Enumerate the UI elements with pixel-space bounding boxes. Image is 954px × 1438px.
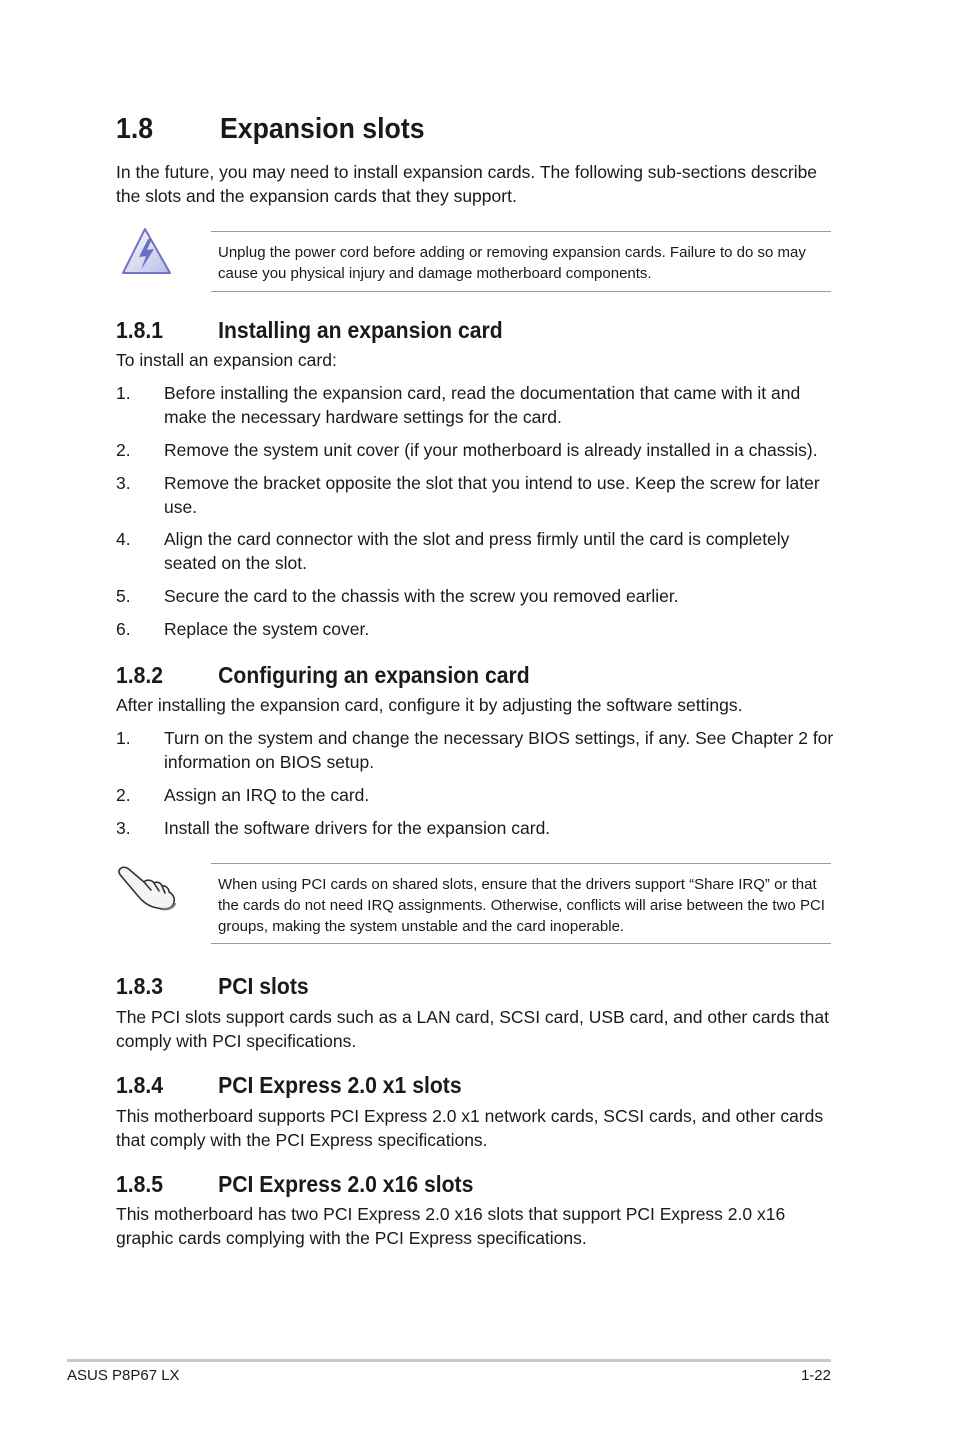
info-note-text: When using PCI cards on shared slots, ensure that the drivers support “Share IRQ” or that the cards do not need IRQ assignments. Otherwise, conflicts will arise between the two PCI groups, making the system unstable and the card inoperable. (218, 876, 825, 935)
footer-page-number: 1-22 (800, 1367, 831, 1384)
subsection-heading-1-8-5: 1.8.5 PCI Express 2.0 x16 slots (116, 1171, 474, 1197)
list-item: 6. Replace the system cover. (116, 619, 370, 639)
pcie-x16-paragraph: This motherboard has two PCI Express 2.0 x16 slots that support PCI Express 2.0 x16 graphic cards complying with the PCI Express specifications. (116, 1204, 786, 1248)
warning-icon (121, 226, 173, 276)
list-item: 2. Remove the system unit cover (if your motherboard is already installed in a chassis). (116, 440, 818, 460)
list-item: 1. Turn on the system and change the necessary BIOS settings, if any. See Chapter 2 for information on BIOS setup. (116, 728, 834, 772)
section-title: Expansion slots (219, 113, 425, 145)
pcie-x1-paragraph: This motherboard supports PCI Express 2.0 x1 network cards, SCSI cards, and other cards that comply with the PCI Express specifications. (116, 1106, 824, 1150)
list-item: 4. Align the card connector with the slot and press firmly until the card is completely seated on the slot. (116, 529, 790, 573)
configure-lead: After installing the expansion card, configure it by adjusting the software settings. (116, 695, 743, 715)
pointing-hand-icon (117, 863, 179, 913)
list-item: 5. Secure the card to the chassis with the screw you removed earlier. (116, 586, 679, 606)
pci-slots-paragraph: The PCI slots support cards such as a LAN card, SCSI card, USB card, and other cards that comply with PCI specifications. (116, 1007, 829, 1051)
subsection-heading-1-8-2: 1.8.2 Configuring an expansion card (116, 662, 530, 688)
subsection-heading-1-8-3: 1.8.3 PCI slots (116, 973, 309, 999)
intro-paragraph: In the future, you may need to install expansion cards. The following sub-sections describe the slots and the expansion cards that they support. (116, 162, 818, 206)
warning-note (211, 231, 831, 292)
list-item: 2. Assign an IRQ to the card. (116, 785, 370, 805)
list-item: 1. Before installing the expansion card, read the documentation that came with it and make the necessary hardware settings for the card. (116, 383, 801, 427)
list-item: 3. Install the software drivers for the expansion card. (116, 818, 551, 838)
footer-product-name: ASUS P8P67 LX (67, 1367, 180, 1384)
info-note (211, 863, 831, 944)
section-heading (116, 113, 425, 146)
list-item: 3. Remove the bracket opposite the slot that you intend to use. Keep the screw for later use. (116, 473, 820, 517)
install-lead: To install an expansion card: (116, 350, 337, 370)
subsection-heading-1-8-4: 1.8.4 PCI Express 2.0 x1 slots (116, 1072, 462, 1098)
subsection-heading-1-8-1: 1.8.1 Installing an expansion card (116, 317, 503, 343)
footer-divider (67, 1359, 831, 1362)
section-number: 1.8 (116, 113, 154, 145)
warning-note-text: Unplug the power cord before adding or removing expansion cards. Failure to do so may cause you physical injury and damage motherboard components. (218, 244, 806, 282)
